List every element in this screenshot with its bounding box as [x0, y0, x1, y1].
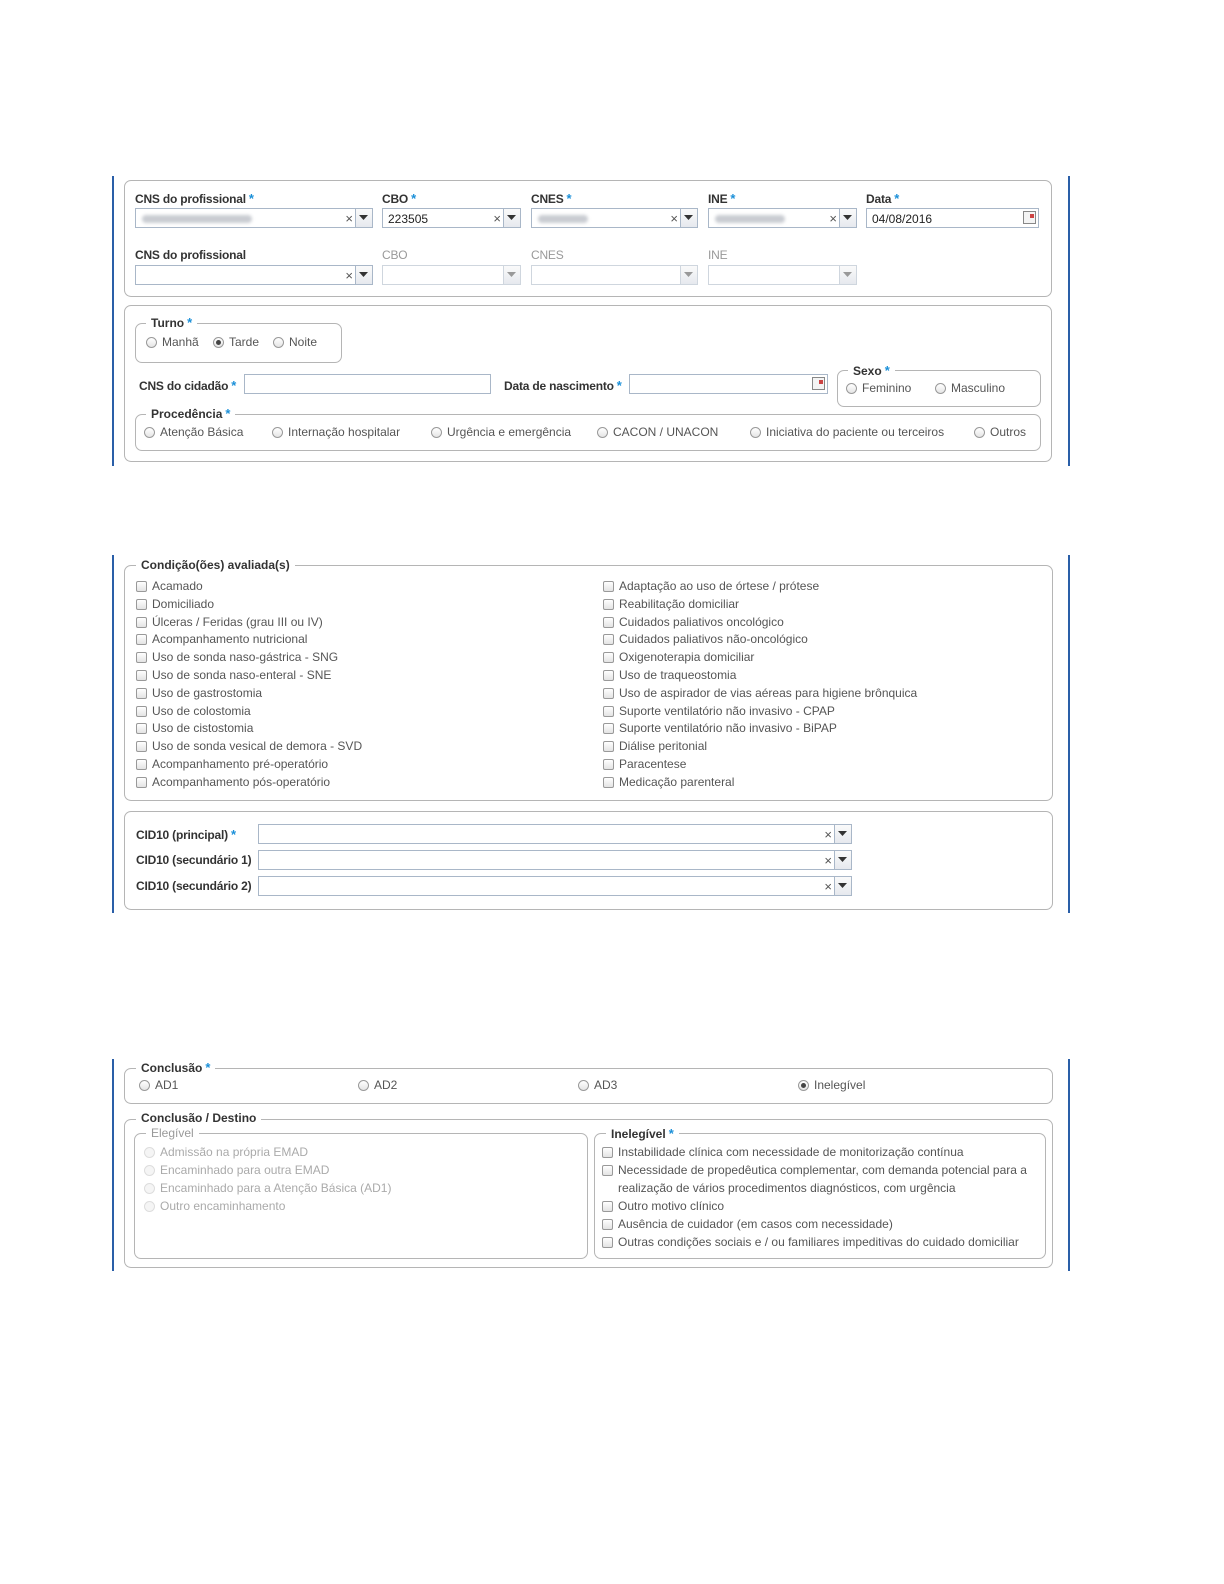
conclusao-ad2-label: AD2 [374, 1078, 398, 1092]
turno-legend: Turno * [146, 315, 197, 330]
turno-manha-radio[interactable] [146, 337, 157, 348]
sexo-legend: Sexo * [848, 363, 895, 378]
condition-checkbox[interactable] [603, 652, 614, 663]
condition-checkbox[interactable] [603, 670, 614, 681]
blurred-value [142, 215, 252, 223]
condition-item[interactable] [136, 685, 576, 701]
cid10-sec1-select[interactable] [258, 850, 852, 870]
condition-item[interactable] [136, 596, 576, 612]
condition-checkbox[interactable] [603, 706, 614, 717]
condition-label: Uso de sonda vesical de demora - SVD [152, 739, 363, 754]
condition-item[interactable] [603, 720, 1043, 736]
blurred-value [715, 215, 785, 223]
condition-label: Paracentese [619, 757, 687, 771]
inelegivel-checkbox[interactable] [602, 1219, 613, 1230]
chevron-down-icon[interactable] [680, 209, 697, 227]
condition-checkbox[interactable] [136, 741, 147, 752]
condition-item[interactable] [136, 756, 576, 772]
condition-item[interactable] [603, 578, 1043, 594]
conclusao-ad1-label: AD1 [155, 1078, 179, 1092]
inelegivel-checkbox[interactable] [602, 1165, 613, 1176]
procedencia-atencao-basica-radio[interactable] [144, 427, 155, 438]
condition-checkbox[interactable] [603, 777, 614, 788]
cid10-box [124, 811, 1053, 910]
chevron-down-icon[interactable] [355, 266, 372, 284]
conditions-right-column [603, 578, 1043, 790]
inelegivel-option[interactable] [602, 1162, 1042, 1178]
condition-item[interactable] [603, 596, 1043, 612]
sexo-masculino-radio[interactable] [935, 383, 946, 394]
inelegivel-checkbox[interactable] [602, 1147, 613, 1158]
condition-label: Diálise peritonial [619, 739, 708, 754]
inelegivel-option[interactable] [602, 1198, 1042, 1214]
cnes-2-select[interactable] [531, 265, 698, 285]
condition-label: Reabilitação domiciliar [619, 596, 740, 611]
inelegivel-option[interactable] [602, 1234, 1042, 1250]
condition-label: Uso de traqueostomia [619, 668, 737, 682]
conditions-legend: Condição(ões) avaliada(s) [136, 558, 295, 572]
condition-checkbox[interactable] [603, 581, 614, 592]
condition-item[interactable] [136, 631, 576, 647]
elegivel-radio[interactable] [144, 1165, 155, 1176]
elegivel-radio[interactable] [144, 1201, 155, 1212]
section-identification [112, 176, 1070, 466]
chevron-down-icon[interactable] [834, 825, 851, 843]
condition-checkbox[interactable] [603, 688, 614, 699]
condition-label: Acamado [152, 579, 203, 593]
cns-professional-label: CNS do profissional * [135, 191, 254, 206]
conclusao-ad1-radio[interactable] [139, 1080, 150, 1091]
cbo-value: 223505 [388, 212, 429, 226]
cns-professional-select[interactable] [135, 208, 373, 228]
inelegivel-list [602, 1144, 1042, 1254]
condition-checkbox[interactable] [136, 777, 147, 788]
cnes-label: CNES * [531, 191, 572, 206]
elegivel-label: Admissão na própria EMAD [160, 1145, 309, 1159]
professional-box [124, 180, 1052, 297]
chevron-down-icon[interactable] [839, 266, 856, 284]
condition-item[interactable] [136, 649, 576, 665]
condition-checkbox[interactable] [136, 634, 147, 645]
birth-date-input[interactable] [629, 374, 828, 394]
turno-noite-radio[interactable] [273, 337, 284, 348]
procedencia-iniciativa-radio[interactable] [750, 427, 761, 438]
cns-professional-2-select[interactable] [135, 265, 373, 285]
conclusao-ad2-radio[interactable] [358, 1080, 369, 1091]
elegivel-label: Encaminhado para a Atenção Básica (AD1) [160, 1181, 392, 1195]
chevron-down-icon[interactable] [503, 266, 520, 284]
condition-item[interactable] [603, 703, 1043, 719]
inelegivel-label: Outro motivo clínico [618, 1199, 725, 1213]
condition-checkbox[interactable] [603, 759, 614, 770]
condition-label: Oxigenoterapia domiciliar [619, 650, 755, 665]
condition-label: Suporte ventilatório não invasivo - BiPAP [619, 721, 837, 736]
conclusao-inelegivel-label: Inelegível [814, 1078, 866, 1092]
cid10-sec2-select[interactable] [258, 876, 852, 896]
elegivel-option[interactable] [144, 1162, 574, 1178]
inelegivel-label: Ausência de cuidador (em casos com necessidade) [618, 1217, 893, 1231]
condition-label: Acompanhamento pré-operatório [152, 757, 329, 771]
condition-item[interactable] [603, 667, 1043, 683]
procedencia-outros-radio[interactable] [974, 427, 985, 438]
condition-checkbox[interactable] [603, 741, 614, 752]
cns-citizen-input[interactable] [244, 374, 491, 394]
procedencia-urgencia-radio[interactable] [431, 427, 442, 438]
condition-item[interactable] [136, 720, 576, 736]
ine-select[interactable] [708, 208, 857, 228]
condition-item[interactable] [136, 578, 576, 594]
condition-label: Úlceras / Feridas (grau III ou IV) [152, 614, 323, 629]
chevron-down-icon[interactable] [839, 209, 856, 227]
elegivel-label: Encaminhado para outra EMAD [160, 1163, 330, 1177]
cnes-select[interactable] [531, 208, 698, 228]
condition-item[interactable] [603, 614, 1043, 630]
clear-icon[interactable]: × [824, 853, 832, 868]
condition-checkbox[interactable] [136, 706, 147, 717]
condition-label: Uso de colostomia [152, 703, 251, 718]
conclusao-ad3-radio[interactable] [578, 1080, 589, 1091]
procedencia-option-label: Internação hospitalar [288, 425, 401, 439]
cbo-label: CBO * [382, 191, 416, 206]
condition-item[interactable] [136, 738, 576, 754]
clear-icon[interactable]: × [345, 268, 353, 283]
turno-manha-label: Manhã [162, 335, 199, 349]
condition-label: Uso de sonda naso-enteral - SNE [152, 668, 332, 682]
elegivel-radio[interactable] [144, 1147, 155, 1158]
data-input[interactable] [866, 208, 1039, 228]
conclusao-inelegivel-radio[interactable] [798, 1080, 809, 1091]
condition-checkbox[interactable] [136, 617, 147, 628]
conditions-left-column [136, 578, 576, 790]
condition-checkbox[interactable] [136, 723, 147, 734]
inelegivel-option[interactable] [602, 1216, 1042, 1232]
sexo-masculino-label: Masculino [951, 381, 1006, 395]
condition-checkbox[interactable] [136, 581, 147, 592]
condition-item[interactable] [136, 667, 576, 683]
condition-checkbox[interactable] [603, 617, 614, 628]
condition-checkbox[interactable] [136, 599, 147, 610]
condition-item[interactable] [603, 649, 1043, 665]
procedencia-internacao-radio[interactable] [272, 427, 283, 438]
clear-icon[interactable]: × [345, 211, 353, 226]
turno-tarde-radio[interactable] [213, 337, 224, 348]
ine-2-select[interactable] [708, 265, 857, 285]
inelegivel-option[interactable] [602, 1144, 1042, 1160]
cid10-sec2-label: CID10 (secundário 2) [136, 879, 252, 893]
condition-item[interactable] [136, 774, 576, 790]
chevron-down-icon[interactable] [834, 851, 851, 869]
elegivel-legend: Elegível [146, 1126, 199, 1140]
elegivel-option[interactable] [144, 1180, 574, 1196]
inelegivel-option[interactable] [602, 1180, 1042, 1196]
procedencia-cacon-radio[interactable] [597, 427, 608, 438]
clear-icon[interactable]: × [670, 211, 678, 226]
condition-label: Uso de gastrostomia [152, 685, 263, 700]
condition-item[interactable] [603, 738, 1043, 754]
condition-label: Uso de sonda naso-gástrica - SNG [152, 650, 339, 665]
turno-tarde-label: Tarde [229, 335, 260, 349]
calendar-icon[interactable] [812, 377, 825, 390]
section-conclusion [112, 1059, 1070, 1271]
clear-icon[interactable]: × [824, 879, 832, 894]
data-value: 04/08/2016 [872, 212, 933, 226]
condition-label: Cuidados paliativos oncológico [619, 614, 784, 629]
cbo-2-select[interactable] [382, 265, 521, 285]
procedencia-option-label: Urgência e emergência [447, 425, 572, 439]
conclusao-legend: Conclusão * [136, 1060, 215, 1075]
condition-label: Suporte ventilatório não invasivo - CPAP [619, 703, 835, 718]
cns-citizen-label: CNS do cidadão * [139, 378, 237, 393]
procedencia-option-label: CACON / UNACON [613, 425, 719, 439]
procedencia-option-label: Atenção Básica [160, 425, 244, 439]
clear-icon[interactable]: × [829, 211, 837, 226]
cid10-principal-label: CID10 (principal) * [136, 827, 236, 842]
inelegivel-label: Outras condições sociais e / ou familiares impeditivas do cuidado domiciliar [618, 1235, 1019, 1249]
blurred-value [538, 215, 588, 223]
condition-checkbox[interactable] [603, 634, 614, 645]
data-label: Data * [866, 191, 900, 206]
chevron-down-icon[interactable] [680, 266, 697, 284]
procedencia-legend: Procedência * [146, 406, 235, 421]
condition-label: Domiciliado [152, 596, 215, 611]
condition-checkbox[interactable] [136, 688, 147, 699]
condition-label: Acompanhamento pós-operatório [152, 774, 331, 789]
clear-icon[interactable]: × [493, 211, 501, 226]
clear-icon[interactable]: × [824, 827, 832, 842]
cid10-sec1-label: CID10 (secundário 1) [136, 853, 252, 867]
elegivel-label: Outro encaminhamento [160, 1199, 286, 1213]
procedencia-option-label: Iniciativa do paciente ou terceiros [766, 425, 945, 439]
inelegivel-label: Instabilidade clínica com necessidade de monitorização contínua [618, 1145, 964, 1159]
condition-item[interactable] [603, 774, 1043, 790]
condition-checkbox[interactable] [136, 759, 147, 770]
chevron-down-icon[interactable] [355, 209, 372, 227]
inelegivel-label: Necessidade de propedêutica complementar, com demanda potencial para a [618, 1163, 1027, 1177]
sexo-feminino-label: Feminino [862, 381, 912, 395]
condition-checkbox[interactable] [136, 670, 147, 681]
condition-item[interactable] [136, 703, 576, 719]
sexo-feminino-radio[interactable] [846, 383, 857, 394]
conclusao-ad3-label: AD3 [594, 1078, 618, 1092]
condition-label: Acompanhamento nutricional [152, 632, 308, 647]
condition-label: Cuidados paliativos não-oncológico [619, 632, 808, 647]
birth-date-label: Data de nascimento * [504, 378, 622, 393]
condition-checkbox[interactable] [603, 599, 614, 610]
elegivel-option[interactable] [144, 1144, 574, 1160]
destino-legend: Conclusão / Destino [136, 1111, 261, 1125]
calendar-icon[interactable] [1023, 211, 1036, 224]
elegivel-list [144, 1144, 574, 1224]
condition-label: Adaptação ao uso de órtese / prótese [619, 579, 820, 593]
turno-noite-label: Noite [289, 335, 318, 349]
inelegivel-legend: Inelegível * [606, 1126, 679, 1141]
inelegivel-label: realização de vários procedimentos diagnósticos, com urgência [618, 1181, 956, 1195]
elegivel-option[interactable] [144, 1198, 574, 1214]
section-conditions [112, 555, 1070, 913]
condition-item[interactable] [603, 631, 1043, 647]
chevron-down-icon[interactable] [503, 209, 520, 227]
citizen-box [124, 305, 1052, 462]
cbo-2-label: CBO [382, 248, 408, 262]
inelegivel-checkbox[interactable] [602, 1201, 613, 1212]
condition-item[interactable] [136, 614, 576, 630]
condition-item[interactable] [603, 685, 1043, 701]
cbo-select[interactable] [382, 208, 521, 228]
condition-item[interactable] [603, 756, 1043, 772]
cid10-principal-select[interactable] [258, 824, 852, 844]
cnes-2-label: CNES [531, 248, 564, 262]
ine-2-label: INE [708, 248, 728, 262]
chevron-down-icon[interactable] [834, 877, 851, 895]
inelegivel-checkbox[interactable] [602, 1237, 613, 1248]
condition-label: Uso de cistostomia [152, 721, 254, 736]
condition-label: Medicação parenteral [619, 774, 735, 789]
procedencia-option-label: Outros [990, 425, 1027, 439]
condition-checkbox[interactable] [603, 723, 614, 734]
elegivel-radio[interactable] [144, 1183, 155, 1194]
ine-label: INE * [708, 191, 736, 206]
condition-label: Uso de aspirador de vias aéreas para higiene brônquica [619, 685, 918, 700]
cns-professional-2-label: CNS do profissional [135, 248, 246, 262]
condition-checkbox[interactable] [136, 652, 147, 663]
